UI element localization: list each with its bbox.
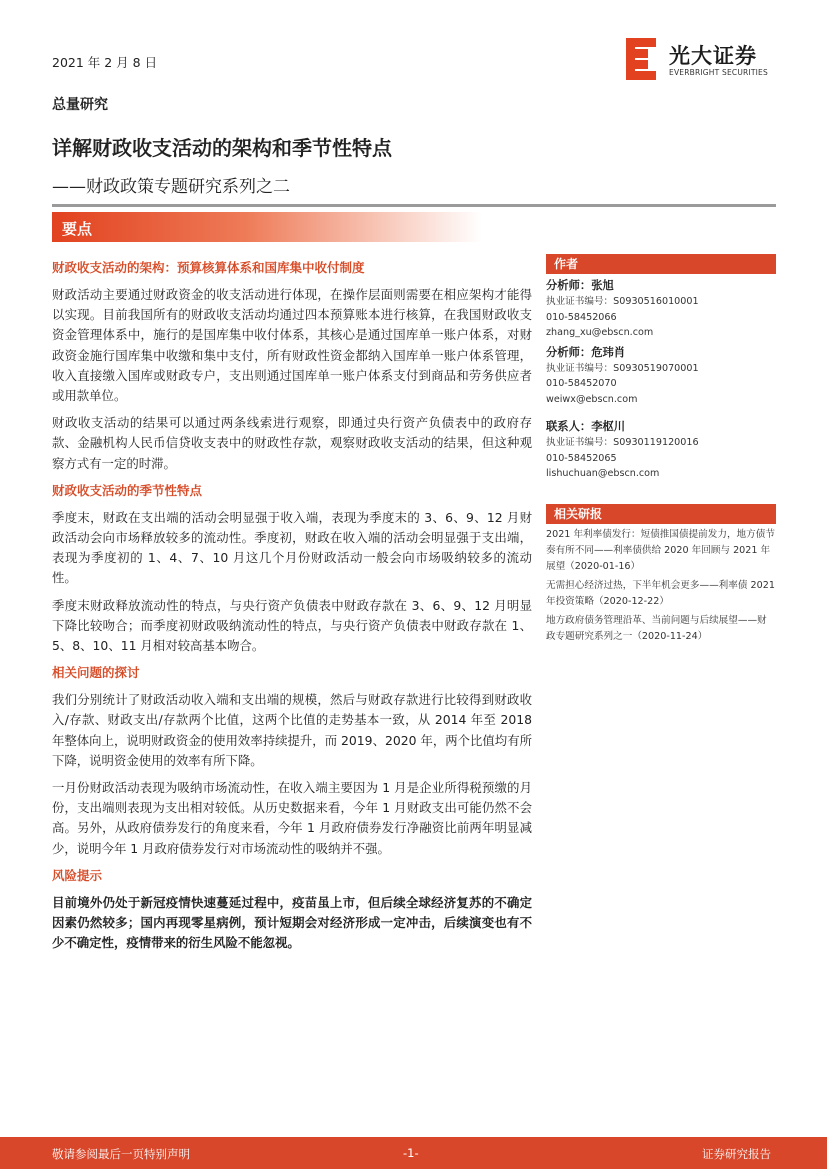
- contact-cert: 执业证书编号：S0930119120016: [546, 437, 699, 448]
- related-research-item: 2021 年利率债发行：短债推国债提前发力，地方债节奏有所不同——利率债供给 2020 年回顾与 2021 年展望（2020-01-16）: [546, 528, 775, 572]
- contact-email: lishuchuan@ebscn.com: [546, 468, 660, 479]
- analyst-email: zhang_xu@ebscn.com: [546, 327, 654, 338]
- footer-disclaimer: 敬请参阅最后一页特别声明: [52, 1147, 190, 1161]
- contact-card: [546, 419, 776, 482]
- report-title: 详解财政收支活动的架构和季节性特点: [52, 136, 392, 160]
- analyst-name: 分析师：危玮肖: [546, 345, 626, 359]
- report-date: 2021 年 2 月 8 日: [52, 55, 158, 70]
- footer-bar: [0, 1137, 827, 1169]
- analyst-name: 分析师：张旭: [546, 279, 614, 292]
- analyst-cert: 执业证书编号：S0930516010001: [546, 296, 699, 307]
- logo-english-name: EVERBRIGHT SECURITIES: [669, 68, 768, 77]
- key-points-label: 要点: [62, 220, 93, 238]
- page-number: -1-: [403, 1146, 419, 1160]
- paragraph: 一月份财政活动表现为吸纳市场流动性，在收入端主要因为 1 月是企业所得税预缴的月份，支出端则表现为支出相对较低。从历史数据来看，今年 1 月财政支出可能仍然不会高。另外，从政府债券发行的角度来看，今年 1 月政府债券发行净融资比前两年明显减少，说明今年 1 月政府债券发行对市场流动性的吸纳并不强。: [52, 780, 532, 856]
- paragraph: 季度末，财政在支出端的活动会明显强于收入端，表现为季度末的 3、6、9、12 月财政活动会向市场释放较多的流动性。季度初，财政在收入端的活动会明显强于支出端，表现为季度初的 1、4、7、10 月这几个月份财政活动一般会向市场吸纳较多的流动性。: [52, 509, 532, 586]
- analyst-cert: 执业证书编号：S0930519070001: [546, 362, 699, 374]
- analyst-card: [546, 278, 776, 341]
- related-research-item: 无需担心经济过热，下半年机会更多——利率债 2021 年投资策略（2020-12-22）: [546, 579, 775, 607]
- header-divider: [52, 204, 776, 207]
- key-points-banner: [52, 212, 482, 242]
- paragraph: 季度末财政释放流动性的特点，与央行资产负债表中财政存款在 3、6、9、12 月明显下降比较吻合；而季度初财政吸纳流动性的特点，与央行资产负债表中财政存款在 1、5、8、10、11 月相对较高基本吻合。: [52, 597, 532, 654]
- paragraph: 财政活动主要通过财政资金的收支活动进行体现，在操作层面则需要在相应架构才能得以实现。目前我国所有的财政收支活动均通过四本预算账本进行核算，在我国财政收支资金管理体系中，施行的是国库集中收付体系，其核心是通过国库单一账户体系，对财政资金施行国库集中收缴和集中支付，所有财政性资金都纳入国库单一账户体系管理，收入直接缴入国库或财政专户，支出则通过国库单一账户体系支付到商品和劳务供应者或用款单位。: [52, 287, 532, 404]
- section-heading: 相关问题的探讨: [52, 665, 140, 681]
- analyst-phone: 010-58452070: [546, 378, 617, 389]
- everbright-logo-icon: [626, 38, 656, 80]
- section-heading: 风险提示: [52, 867, 103, 883]
- paragraph: 我们分别统计了财政活动收入端和支出端的规模，然后与财政存款进行比较得到财政收入/存款、财政支出/存款两个比值，这两个比值的走势基本一致，从 2014 年至 2018 年整体向上，说明财政资金的使用效率持续提升，而 2019、2020 年，两个比值均有所下降，说明资金使用的效率有所下降。: [52, 692, 532, 768]
- logo-chinese-name: 光大证券: [669, 44, 757, 68]
- analyst-card: [546, 345, 776, 408]
- paragraph: 财政收支活动的结果可以通过两条线索进行观察，即通过央行资产负债表中的政府存款、金融机构人民币信贷收支表中的财政性存款，观察财政收支活动的结果，但这种观察方式有一定的时滞。: [52, 415, 532, 471]
- authors-header: 作者: [546, 254, 776, 274]
- report-subtitle: ——财政政策专题研究系列之二: [52, 177, 290, 197]
- analyst-email: weiwx@ebscn.com: [546, 393, 638, 405]
- company-logo: [626, 38, 776, 82]
- contact-name: 联系人：李枢川: [546, 420, 626, 433]
- risk-paragraph: 目前境外仍处于新冠疫情快速蔓延过程中，疫苗虽上市，但后续全球经济复苏的不确定因素仍然较多；国内再现零星病例，预计短期会对经济形成一定冲击，后续演变也有不少不确定性，疫情带来的衍生风险不能忽视。: [52, 894, 532, 951]
- analyst-phone: 010-58452066: [546, 311, 617, 323]
- related-research-item: 地方政府债务管理沿革、当前问题与后续展望——财政专题研究系列之一（2020-11-24）: [546, 614, 767, 642]
- contact-phone: 010-58452065: [546, 452, 617, 464]
- report-category: 总量研究: [52, 97, 108, 113]
- section-heading: 财政收支活动的季节性特点: [52, 482, 203, 498]
- main-content: [52, 258, 532, 960]
- related-research-header: 相关研报: [546, 504, 776, 524]
- footer-report-type: 证券研究报告: [702, 1147, 771, 1161]
- sidebar: [546, 254, 776, 645]
- section-heading: 财政收支活动的架构：预算核算体系和国库集中收付制度: [52, 260, 365, 275]
